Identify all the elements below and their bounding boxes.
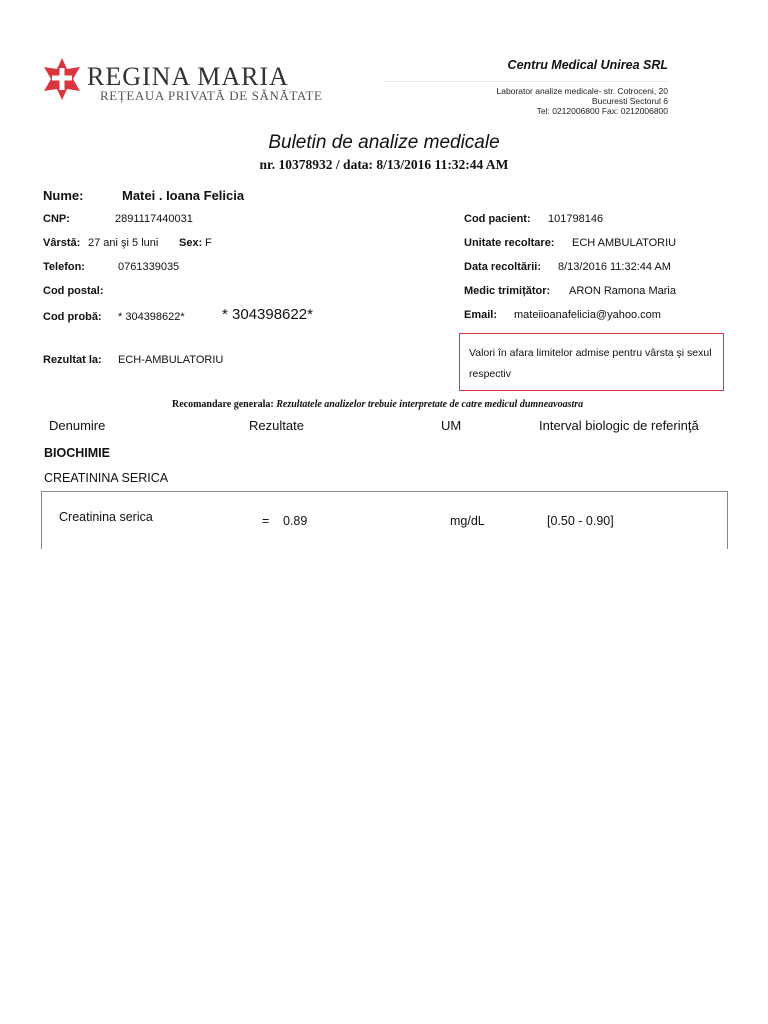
- result-at-value: ECH-AMBULATORIU: [118, 354, 224, 366]
- recommendation-text: Rezultatele analizelor trebuie interpretate de catre medicul dumneavoastra: [276, 399, 584, 410]
- logo-name: REGINA MARIA: [87, 62, 289, 91]
- result-value: 0.89: [283, 514, 308, 528]
- collection-unit-label: Unitate recoltare:: [464, 237, 555, 249]
- cnp-label: CNP:: [43, 213, 70, 225]
- result-reference-range: [0.50 - 0.90]: [547, 514, 614, 528]
- age-label: Vârstă:: [43, 237, 81, 249]
- header-name: Denumire: [49, 418, 106, 433]
- sample-barcode-text: * 304398622*: [222, 306, 313, 323]
- sex-label: Sex:: [179, 237, 203, 249]
- recommendation: [172, 399, 583, 410]
- document-title: Buletin de analize medicale: [268, 132, 500, 153]
- phone-value: 0761339035: [118, 261, 180, 273]
- email-label: Email:: [464, 309, 498, 321]
- referring-doctor-label: Medic trimițător:: [464, 285, 551, 297]
- name-label: Nume:: [43, 188, 84, 203]
- document-subtitle: nr. 10378932 / data: 8/13/2016 11:32:44 AM: [259, 157, 509, 172]
- test-group-title: CREATININA SERICA: [44, 471, 169, 485]
- referring-doctor-value: ARON Ramona Maria: [569, 285, 676, 297]
- recommendation-label: Recomandare generala:: [172, 399, 274, 410]
- result-row: [41, 491, 728, 549]
- address-line-3: Tel: 0212006800 Fax: 0212006800: [536, 106, 668, 116]
- collection-unit-value: ECH AMBULATORIU: [572, 237, 677, 249]
- logo: [42, 57, 82, 106]
- age-value: 27 ani şi 5 luni: [88, 237, 159, 249]
- header-unit: UM: [441, 418, 462, 433]
- header-reference-range: Interval biologic de referinţă: [539, 418, 699, 433]
- regina-maria-star-icon: [42, 57, 82, 101]
- header-divider: [385, 81, 668, 82]
- header-result: Rezultate: [249, 418, 304, 433]
- patient-code-label: Cod pacient:: [464, 213, 531, 225]
- collection-date-value: 8/13/2016 11:32:44 AM: [558, 261, 671, 273]
- out-of-range-legend: [459, 333, 724, 391]
- logo-tagline: REȚEAUA PRIVATĂ DE SĂNĂTATE: [100, 88, 323, 103]
- out-of-range-legend-text: Valori în afara limitelor admise pentru vârsta şi sexul respectiv: [469, 347, 712, 380]
- cnp-value: 2891117440031: [115, 213, 193, 225]
- postal-code-label: Cod postal:: [43, 285, 104, 297]
- section-title: BIOCHIMIE: [44, 446, 110, 460]
- sample-code-label: Cod probă:: [43, 311, 102, 323]
- sex-value: F: [205, 237, 212, 249]
- address-line-2: Bucuresti Sectorul 6: [591, 96, 668, 106]
- email-value: mateiioanafelicia@yahoo.com: [514, 309, 661, 321]
- test-name: Creatinina serica: [59, 510, 153, 524]
- name-value: Matei . Ioana Felicia: [122, 188, 245, 203]
- company-name: Centru Medical Unirea SRL: [507, 58, 668, 72]
- result-sign: =: [262, 514, 270, 528]
- result-at-label: Rezultat la:: [43, 354, 102, 366]
- sample-code-value: * 304398622*: [118, 311, 185, 323]
- phone-label: Telefon:: [43, 261, 85, 273]
- patient-code-value: 101798146: [548, 213, 604, 225]
- address-line-1: Laborator analize medicale- str. Cotroceni, 20: [496, 86, 668, 96]
- collection-date-label: Data recoltării:: [464, 261, 542, 273]
- result-unit: mg/dL: [450, 514, 485, 528]
